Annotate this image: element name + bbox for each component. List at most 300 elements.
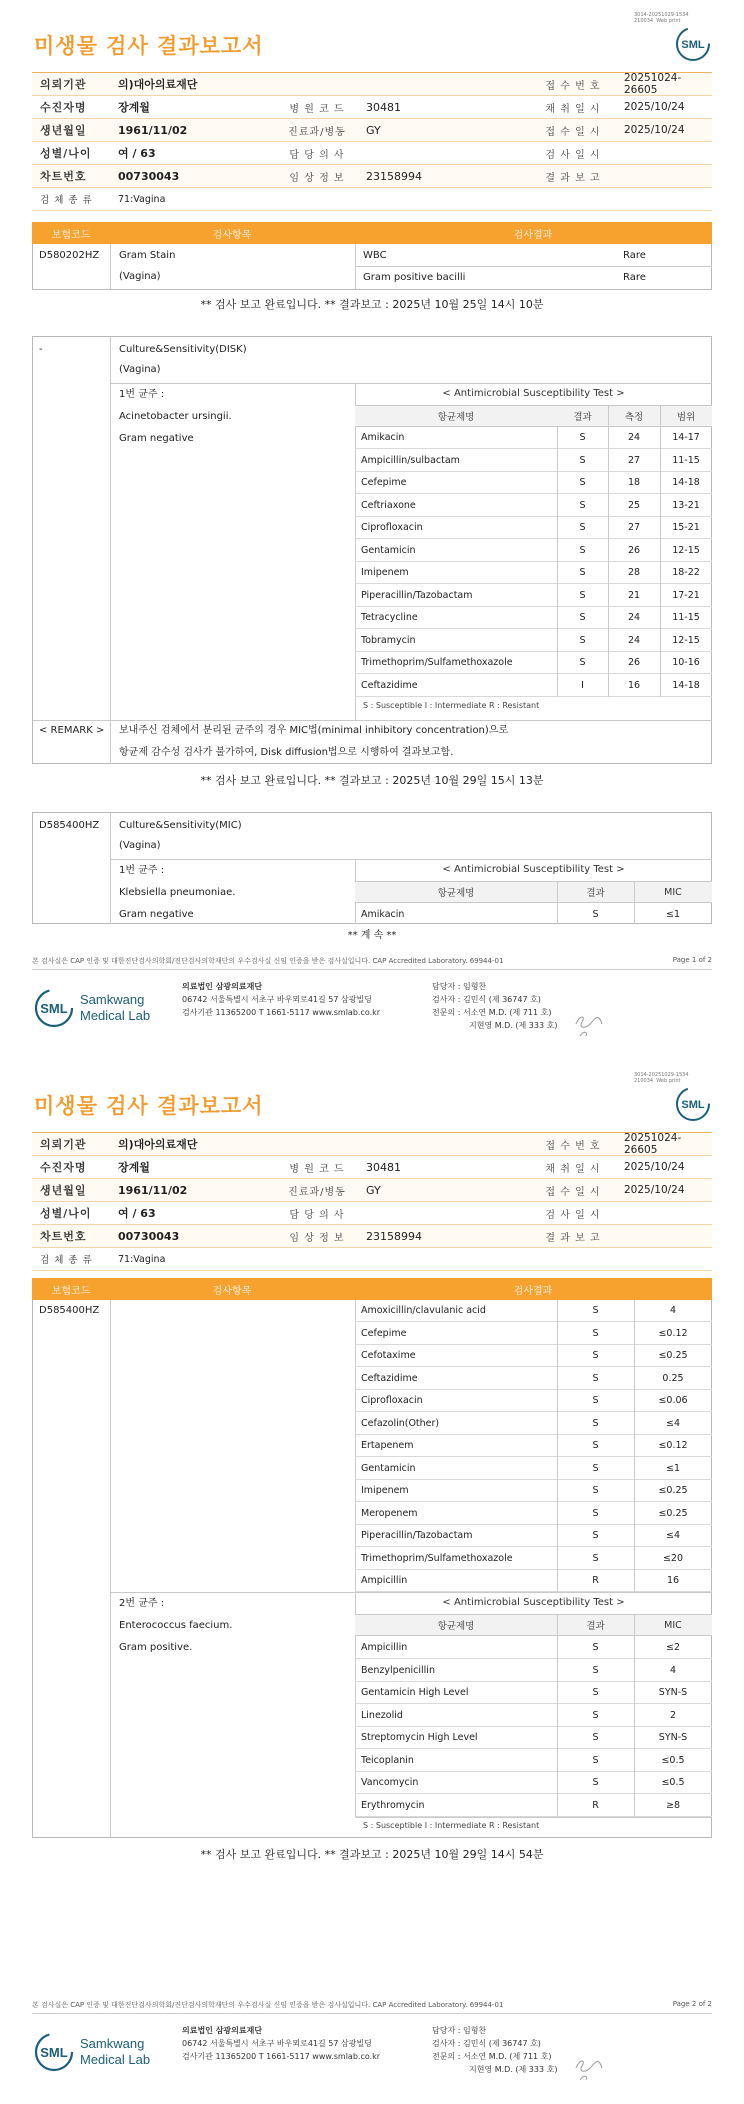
drug-result: R — [592, 1799, 599, 1811]
gram-test-name: Gram Stain — [119, 250, 176, 261]
header-value: 1961/11/02 — [118, 123, 188, 137]
drug-measure: 18 — [627, 477, 641, 488]
remark-line-2: 항균제 감수성 검사가 불가하여, Disk diffusion법으로 시행하여 결과보고함. — [119, 747, 454, 758]
drug-result: S — [592, 1664, 599, 1676]
col-measure: 측정 — [624, 412, 644, 423]
disk-organism-gram: Gram negative — [119, 433, 194, 444]
mic-ast-title: < Antimicrobial Susceptibility Test > — [442, 864, 625, 875]
header-value: 23158994 — [366, 169, 422, 183]
signature-icon — [572, 2054, 612, 2084]
header-label: 담 당 의 사 — [289, 149, 345, 161]
mic2-ast-header — [355, 1615, 712, 1636]
drug-name: Gentamicin High Level — [361, 1687, 469, 1698]
drug-range: 13-21 — [672, 499, 700, 511]
header-value: 2025/10/24 — [624, 124, 685, 136]
gram-stain-block — [32, 244, 712, 290]
gram-specimen: (Vagina) — [119, 271, 161, 282]
sml-logo-text: SML — [40, 2045, 68, 2060]
drug-mic: ≤4 — [665, 1417, 680, 1429]
header-value: 2025/10/24 — [624, 1161, 685, 1173]
drug-result: S — [592, 1777, 599, 1788]
header-label: 접 수 번 호 — [545, 1140, 601, 1152]
ast-row — [355, 1727, 712, 1749]
drug-measure: 27 — [627, 522, 641, 533]
col-result: 결과 — [573, 412, 592, 423]
sml-logo-text: SML — [681, 1099, 705, 1111]
ast-row — [355, 1458, 712, 1480]
bar-code-label: 보험코드 — [51, 1285, 91, 1297]
lab-contact: 검사기관 11365200 T 1661-5117 www.smlab.co.kr — [182, 1008, 381, 1017]
lab-staff — [432, 980, 557, 1032]
drug-result: S — [592, 1687, 599, 1698]
header-label: 의뢰기관 — [40, 78, 87, 91]
gram-result-name: Gram positive bacilli — [363, 272, 466, 283]
drug-name: Cefazolin(Other) — [361, 1417, 440, 1429]
drug-name: Amoxicillin/clavulanic acid — [361, 1305, 486, 1316]
disk-organism-label: 1번 균주 : — [119, 389, 165, 400]
drug-result: S — [592, 1485, 599, 1496]
mic-report-complete: ** 검사 보고 완료입니다. ** 결과보고 : 2025년 10월 29일 14시 54분 — [200, 1848, 544, 1861]
organism-2-name: Enterococcus faecium. — [119, 1620, 233, 1631]
header-label: 임 상 정 보 — [289, 1232, 345, 1244]
col-drug: 항균제명 — [437, 1621, 475, 1632]
page-number: Page 2 of 2 — [672, 2000, 712, 2008]
drug-mic: ≤1 — [665, 1462, 680, 1474]
ast-row — [355, 1300, 712, 1322]
header-label: 병 원 코 드 — [289, 1163, 345, 1175]
drug-name: Vancomycin — [361, 1777, 419, 1788]
disk-test-name: Culture&Sensitivity(DISK) — [119, 344, 247, 355]
drug-result: R — [592, 1575, 599, 1586]
header-row — [32, 1202, 712, 1225]
drug-result: S — [579, 477, 586, 488]
gram-code: D580202HZ — [39, 250, 100, 261]
ast-row — [355, 562, 712, 584]
samkwang-logo-icon — [32, 2028, 182, 2078]
drug-result: S — [592, 1642, 599, 1653]
mic-organism-name: Klebsiella pneumoniae. — [119, 887, 236, 898]
drug-name: Imipenem — [361, 1485, 409, 1496]
gram-result-name: WBC — [363, 250, 387, 261]
ast-row — [355, 1525, 712, 1547]
header-label: 채 취 일 시 — [545, 103, 601, 115]
staff-line: 담당자 : 임형찬 — [432, 982, 487, 991]
header-value: 00730043 — [118, 1229, 180, 1243]
drug-mic: ≤0.25 — [658, 1350, 688, 1361]
lab-name-line-2: Medical Lab — [80, 2052, 151, 2067]
ast-row — [355, 652, 712, 674]
header-value: 30481 — [366, 100, 401, 114]
header-label: 검 체 종 류 — [40, 1255, 93, 1266]
page-number: Page 1 of 2 — [672, 956, 712, 964]
drug-measure: 24 — [627, 634, 641, 646]
drug-mic: ≤4 — [665, 1530, 680, 1541]
header-value: 장계월 — [118, 101, 150, 114]
drug-mic: ≤0.5 — [661, 1754, 685, 1766]
bar-result-label: 검사결과 — [513, 1285, 553, 1297]
samkwang-logo-icon — [32, 984, 182, 1034]
drug-mic: 2 — [669, 1709, 677, 1721]
header-value: 1961/11/02 — [118, 1183, 188, 1197]
drug-result: S — [592, 1395, 599, 1406]
drug-mic: 16 — [666, 1575, 680, 1586]
col-result: 결과 — [586, 1621, 605, 1632]
mic-culture-block — [32, 812, 712, 924]
ast-row — [355, 607, 712, 629]
mic-specimen: (Vagina) — [119, 840, 161, 851]
drug-mic: 4 — [669, 1305, 677, 1316]
header-label: 접 수 일 시 — [545, 126, 601, 138]
drug-name: Tobramycin — [361, 634, 416, 646]
drug-mic: ≤0.12 — [658, 1327, 688, 1339]
staff-line: 지현영 M.D. (제 333 호) — [469, 2065, 558, 2074]
mic2-ast-title: < Antimicrobial Susceptibility Test > — [442, 1597, 625, 1608]
col-drug: 항균제명 — [437, 412, 475, 423]
header-value: 2025/10/24 — [624, 101, 685, 113]
drug-mic: ≤2 — [665, 1642, 680, 1653]
ast-row — [355, 1772, 712, 1794]
drug-result: S — [592, 1417, 599, 1429]
drug-mic: ≤0.12 — [658, 1440, 688, 1451]
signature-icon — [572, 1010, 612, 1040]
drug-result: S — [592, 908, 599, 920]
ast-row — [355, 1345, 712, 1367]
disk-ast-title: < Antimicrobial Susceptibility Test > — [442, 388, 625, 399]
ast-row — [355, 540, 712, 562]
header-label: 접 수 일 시 — [545, 1186, 601, 1198]
staff-line: 전문의 : 서소연 M.D. (제 711 호) — [432, 2052, 552, 2061]
footer-note — [32, 956, 712, 970]
drug-name: Meropenem — [361, 1507, 418, 1519]
drug-result: S — [592, 1709, 599, 1721]
drug-measure: 28 — [627, 567, 641, 578]
patient-header — [32, 1132, 712, 1271]
staff-line: 전문의 : 서소연 M.D. (제 711 호) — [432, 1008, 552, 1017]
result-bar — [32, 222, 712, 244]
lab-address — [182, 2024, 380, 2063]
drug-measure: 24 — [627, 612, 641, 623]
bar-result-label: 검사결과 — [513, 229, 553, 241]
drug-name: Trimethoprim/Sulfamethoxazole — [361, 657, 513, 668]
drug-name: Gentamicin — [361, 1462, 416, 1474]
header-value: 여 / 63 — [118, 1207, 156, 1220]
drug-name: Piperacillin/Tazobactam — [361, 1530, 473, 1541]
header-value: 71:Vagina — [118, 1253, 166, 1265]
header-label: 수진자명 — [40, 101, 87, 114]
header-label: 채 취 일 시 — [545, 1163, 601, 1175]
drug-result: S — [592, 1530, 599, 1541]
drug-range: 11-15 — [672, 454, 700, 466]
lab-footer — [32, 976, 712, 1046]
drug-result: S — [579, 657, 586, 668]
ast-row — [355, 630, 712, 652]
col-drug: 항균제명 — [437, 888, 475, 899]
drug-result: S — [579, 544, 586, 556]
ast-row — [355, 1390, 712, 1412]
drug-result: S — [579, 522, 586, 533]
header-row — [32, 1248, 712, 1271]
ast-row — [355, 1705, 712, 1727]
drug-name: Ampicillin — [361, 1642, 408, 1653]
header-value: 의)대아의료재단 — [118, 78, 198, 91]
disk-legend: S : Susceptible I : Intermediate R : Resistant — [363, 701, 540, 710]
disk-specimen: (Vagina) — [119, 364, 161, 375]
drug-result: S — [592, 1440, 599, 1451]
ast-row — [355, 1368, 712, 1390]
drug-result: S — [579, 634, 586, 646]
drug-name: Cefotaxime — [361, 1350, 416, 1361]
lab-staff — [432, 2024, 557, 2076]
drug-result: S — [579, 589, 586, 601]
header-label: 생년월일 — [40, 124, 87, 137]
drug-name: Teicoplanin — [361, 1754, 414, 1766]
ast-row — [355, 1480, 712, 1502]
header-row — [32, 1225, 712, 1248]
report-title: 미생물 검사 결과보고서 — [34, 34, 264, 58]
sml-logo-icon — [674, 1086, 712, 1122]
ast-row — [355, 450, 712, 472]
header-row — [32, 1133, 712, 1156]
footer-note — [32, 2000, 712, 2014]
header-label: 진료과/병동 — [288, 1186, 346, 1198]
header-label: 생년월일 — [40, 1184, 87, 1197]
drug-mic: ≤20 — [662, 1552, 684, 1564]
lab-footer — [32, 2020, 712, 2090]
header-label: 차트번호 — [40, 170, 87, 183]
drug-name: Linezolid — [361, 1709, 403, 1721]
drug-mic: 4 — [669, 1664, 677, 1676]
drug-name: Streptomycin High Level — [361, 1732, 478, 1743]
accreditation-text: 본 검사실은 CAP 인증 및 대한진단검사의학회/진단검사의학재단의 우수검사실 신임 인증을 받은 검사실입니다. CAP Accredited Laboratory. 69944-01 — [32, 2001, 504, 2009]
ast-row — [355, 1795, 712, 1817]
header-label: 차트번호 — [40, 1230, 87, 1243]
col-mic: MIC — [664, 1619, 682, 1631]
mic2-legend: S : Susceptible I : Intermediate R : Resistant — [363, 1821, 540, 1830]
drug-name: Gentamicin — [361, 544, 416, 556]
header-row — [32, 1156, 712, 1179]
drug-result: S — [592, 1305, 599, 1316]
lab-name-line-2: Medical Lab — [80, 1008, 151, 1023]
header-label: 임 상 정 보 — [289, 172, 345, 184]
drug-result: S — [592, 1507, 599, 1519]
report-page-2 — [0, 1060, 744, 2104]
header-row — [32, 142, 712, 165]
ast-row — [355, 1637, 712, 1659]
drug-name: Ertapenem — [361, 1440, 414, 1451]
lab-corp: 의료법인 삼광의료재단 — [182, 2026, 263, 2035]
lab-name-line-1: Samkwang — [80, 2036, 145, 2051]
drug-measure: 27 — [627, 454, 641, 466]
header-label: 검 사 일 시 — [545, 149, 601, 161]
drug-measure: 21 — [627, 589, 641, 601]
drug-range: 17-21 — [672, 589, 700, 601]
ast-row — [355, 495, 712, 517]
ast-row — [355, 1570, 712, 1592]
drug-result: S — [592, 1462, 599, 1474]
drug-name: Erythromycin — [361, 1799, 425, 1811]
ast-row — [355, 1750, 712, 1772]
mic-code: D585400HZ — [39, 1305, 100, 1316]
bar-code-label: 보험코드 — [51, 229, 91, 241]
drug-name: Cefepime — [361, 477, 407, 488]
ast-row — [355, 472, 712, 494]
lab-address-line: 06742 서울특별시 서초구 바우뫼로41길 57 삼광빌딩 — [182, 2039, 372, 2048]
disk-culture-block — [32, 336, 712, 764]
lab-address — [182, 980, 380, 1019]
drug-measure: 26 — [627, 544, 641, 556]
drug-mic: ≤1 — [665, 908, 680, 920]
mic-ast-row — [355, 903, 712, 925]
drug-range: 12-15 — [672, 634, 700, 646]
col-result: 결과 — [586, 888, 605, 899]
header-label: 진료과/병동 — [288, 126, 346, 138]
drug-name: Imipenem — [361, 567, 409, 578]
drug-name: Amikacin — [361, 432, 405, 443]
header-label: 수진자명 — [40, 1161, 87, 1174]
header-label: 검 체 종 류 — [40, 195, 93, 206]
header-label: 병 원 코 드 — [289, 103, 345, 115]
header-value: 의)대아의료재단 — [118, 1138, 198, 1151]
drug-name: Benzylpenicillin — [361, 1664, 435, 1676]
sml-logo-icon — [674, 26, 712, 62]
header-label: 의뢰기관 — [40, 1138, 87, 1151]
drug-mic: SYN-S — [658, 1687, 688, 1698]
drug-measure: 25 — [627, 499, 641, 511]
header-row — [32, 1179, 712, 1202]
header-label: 접 수 번 호 — [545, 80, 601, 92]
header-label: 결 과 보 고 — [545, 1232, 601, 1244]
drug-range: 10-16 — [672, 657, 700, 668]
drug-measure: 24 — [627, 432, 641, 443]
sml-logo-text: SML — [40, 1001, 68, 1016]
print-code: 3014-20251029-1534 210034 Web print — [634, 12, 689, 24]
drug-result: S — [579, 454, 586, 466]
ast-row — [355, 675, 712, 697]
drug-result: S — [592, 1754, 599, 1766]
mic-organism-gram: Gram negative — [119, 909, 194, 920]
header-row — [32, 188, 712, 211]
header-value: 00730043 — [118, 169, 180, 183]
drug-result: S — [592, 1372, 599, 1384]
drug-name: Ampicillin/sulbactam — [361, 454, 460, 466]
mic-ast-header — [355, 882, 712, 903]
lab-contact: 검사기관 11365200 T 1661-5117 www.smlab.co.kr — [182, 2052, 381, 2061]
drug-range: 15-21 — [672, 522, 700, 533]
drug-result: S — [579, 612, 586, 623]
ast-row — [355, 517, 712, 539]
header-value: 여 / 63 — [118, 147, 156, 160]
drug-result: S — [592, 1327, 599, 1339]
lab-address-line: 06742 서울특별시 서초구 바우뫼로41길 57 삼광빌딩 — [182, 995, 372, 1004]
drug-name: Trimethoprim/Sulfamethoxazole — [361, 1552, 513, 1564]
drug-range: 14-18 — [672, 679, 700, 691]
drug-result: I — [581, 679, 584, 691]
header-value: GY — [366, 1183, 381, 1197]
header-row — [32, 96, 712, 119]
col-mic: MIC — [664, 886, 682, 898]
header-row — [32, 73, 712, 96]
disk-organism-name: Acinetobacter ursingii. — [119, 411, 232, 422]
bar-item-label: 검사항목 — [212, 229, 252, 241]
drug-name: Ciprofloxacin — [361, 1395, 423, 1406]
drug-range: 12-15 — [672, 544, 700, 556]
remark-line-1: 보내주신 검체에서 분리된 균주의 경우 MIC법(minimal inhibitory concentration)으로 — [119, 725, 509, 736]
disk-report-complete: ** 검사 보고 완료입니다. ** 결과보고 : 2025년 10월 29일 15시 13분 — [200, 774, 544, 787]
drug-result: S — [579, 567, 586, 578]
header-value: 20251024-26605 — [624, 72, 682, 96]
remark-label: < REMARK > — [39, 725, 105, 736]
header-value: 23158994 — [366, 1229, 422, 1243]
drug-range: 14-18 — [672, 477, 700, 488]
ast-row — [355, 585, 712, 607]
drug-mic: ≤0.06 — [658, 1395, 688, 1406]
ast-row — [355, 1413, 712, 1435]
header-value: 장계월 — [118, 1161, 150, 1174]
report-title: 미생물 검사 결과보고서 — [34, 1094, 264, 1118]
continued-note: ** 계 속 ** — [347, 930, 397, 941]
drug-name: Ceftazidime — [361, 679, 418, 691]
drug-range: 18-22 — [672, 567, 700, 578]
header-label: 성별/나이 — [40, 1207, 92, 1220]
gram-result-value: Rare — [623, 272, 646, 283]
sml-logo-text: SML — [681, 39, 705, 51]
mic-organism-label: 1번 균주 : — [119, 865, 165, 876]
drug-name: Amikacin — [361, 908, 405, 920]
print-code: 3014-20251029-1534 210034 Web print — [634, 1072, 689, 1084]
ast-row — [355, 1548, 712, 1570]
staff-line: 지현영 M.D. (제 333 호) — [469, 1021, 558, 1030]
drug-range: 11-15 — [672, 612, 700, 623]
header-value: 71:Vagina — [118, 193, 166, 205]
header-row — [32, 165, 712, 188]
col-range: 범위 — [676, 412, 696, 423]
mic-continued-block — [32, 1300, 712, 1838]
drug-name: Piperacillin/Tazobactam — [361, 589, 473, 601]
gram-report-complete: ** 검사 보고 완료입니다. ** 결과보고 : 2025년 10월 25일 14시 10분 — [200, 298, 544, 311]
drug-name: Cefepime — [361, 1327, 407, 1339]
drug-name: Tetracycline — [361, 612, 418, 623]
drug-range: 14-17 — [672, 432, 700, 443]
bar-item-label: 검사항목 — [212, 1285, 252, 1297]
header-value: 30481 — [366, 1160, 401, 1174]
ast-row — [355, 1323, 712, 1345]
staff-line: 담당자 : 임형찬 — [432, 2026, 487, 2035]
mic-test-name: Culture&Sensitivity(MIC) — [119, 820, 242, 831]
header-value: 2025/10/24 — [624, 1184, 685, 1196]
disk-code: - — [39, 344, 43, 355]
drug-result: S — [592, 1732, 599, 1743]
drug-result: S — [592, 1350, 599, 1361]
drug-measure: 26 — [627, 657, 641, 668]
drug-result: S — [579, 499, 586, 511]
drug-result: S — [579, 432, 586, 443]
header-label: 결 과 보 고 — [545, 172, 601, 184]
gram-result-value: Rare — [623, 250, 646, 261]
disk-ast-header — [355, 406, 712, 427]
header-value: GY — [366, 123, 381, 137]
staff-line: 검사자 : 김민식 (제 36747 호) — [432, 2039, 541, 2048]
drug-name: Ampicillin — [361, 1575, 408, 1586]
staff-line: 검사자 : 김민식 (제 36747 호) — [432, 995, 541, 1004]
header-label: 담 당 의 사 — [289, 1209, 345, 1221]
accreditation-text: 본 검사실은 CAP 인증 및 대한진단검사의학회/진단검사의학재단의 우수검사실 신임 인증을 받은 검사실입니다. CAP Accredited Laboratory. 69944-01 — [32, 957, 504, 965]
header-label: 검 사 일 시 — [545, 1209, 601, 1221]
header-value: 20251024-26605 — [624, 1132, 682, 1156]
lab-name-line-1: Samkwang — [80, 992, 145, 1007]
header-row — [32, 119, 712, 142]
ast-row — [355, 1682, 712, 1704]
drug-name: Ceftazidime — [361, 1372, 418, 1384]
